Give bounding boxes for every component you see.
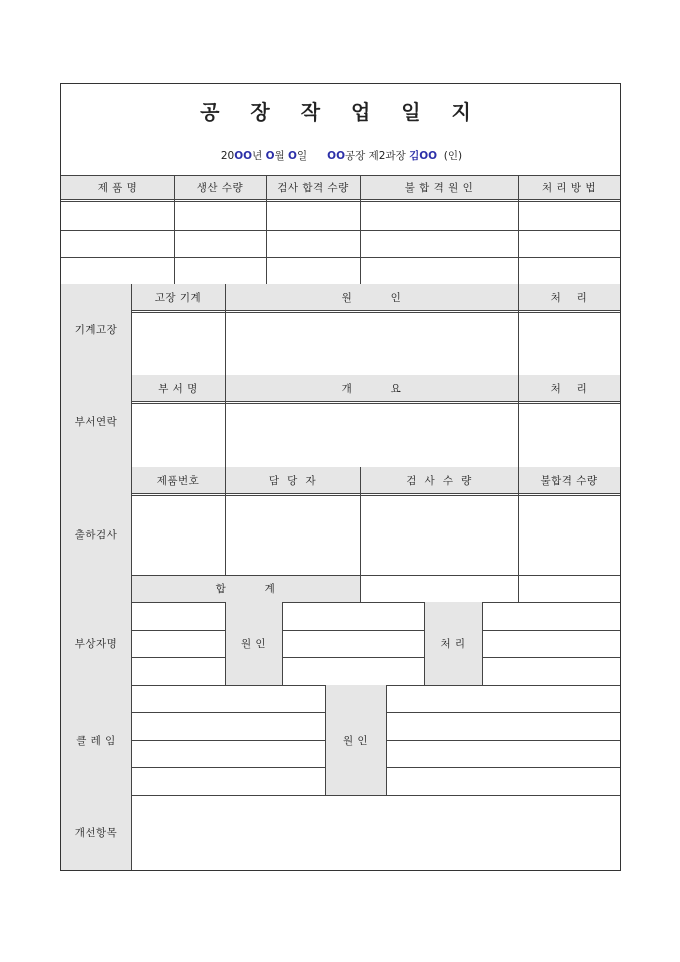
- report-info-line: [61, 148, 622, 163]
- header-failed-machine: 고장 기계: [154, 291, 202, 304]
- header-product-name: 제 품 명: [97, 181, 138, 194]
- claim-label: 클 레 임: [76, 734, 116, 747]
- header-disposition: 처 리 방 법: [541, 181, 597, 194]
- header-failure-action: 처 리: [550, 291, 588, 304]
- header-product-number: 제품번호: [156, 474, 200, 487]
- seal: (인): [443, 150, 463, 162]
- improvement-label: 개선항목: [74, 827, 118, 839]
- header-dept-action: 처 리: [550, 382, 588, 395]
- injured-label: 부상자명: [74, 638, 118, 650]
- header-reject-qty: 불합격 수량: [540, 474, 598, 487]
- header-inspection-qty: 검 사 수 량: [406, 474, 472, 487]
- injured-cause-label: 원 인: [240, 638, 267, 650]
- header-summary: 개 요: [341, 382, 402, 395]
- header-failure-cause: 원 인: [341, 291, 402, 304]
- factory: OO공장 제2과장: [327, 150, 406, 162]
- header-pass-qty: 검사 합격 수량: [277, 181, 349, 194]
- header-reject-cause: 불 합 격 원 인: [404, 181, 474, 194]
- header-dept-name: 부 서 명: [158, 382, 198, 395]
- dept-contact-label: 부서연락: [74, 415, 118, 428]
- date: 20OO년 O월 O일: [220, 150, 308, 162]
- total-label: 합 계: [215, 583, 276, 595]
- shipping-inspection-label: 출하검사: [74, 529, 118, 541]
- page-title: 공 장 작 업 일 지: [200, 100, 483, 124]
- header-person-in-charge: 담 당 자: [268, 474, 317, 487]
- injured-action-label: 처 리: [440, 638, 466, 650]
- work-log-form: [60, 83, 621, 871]
- machine-failure-label: 기계고장: [74, 324, 118, 336]
- header-production-qty: 생산 수량: [196, 181, 244, 194]
- claim-cause-label: 원 인: [342, 734, 369, 747]
- manager-name: 김OO: [409, 150, 438, 162]
